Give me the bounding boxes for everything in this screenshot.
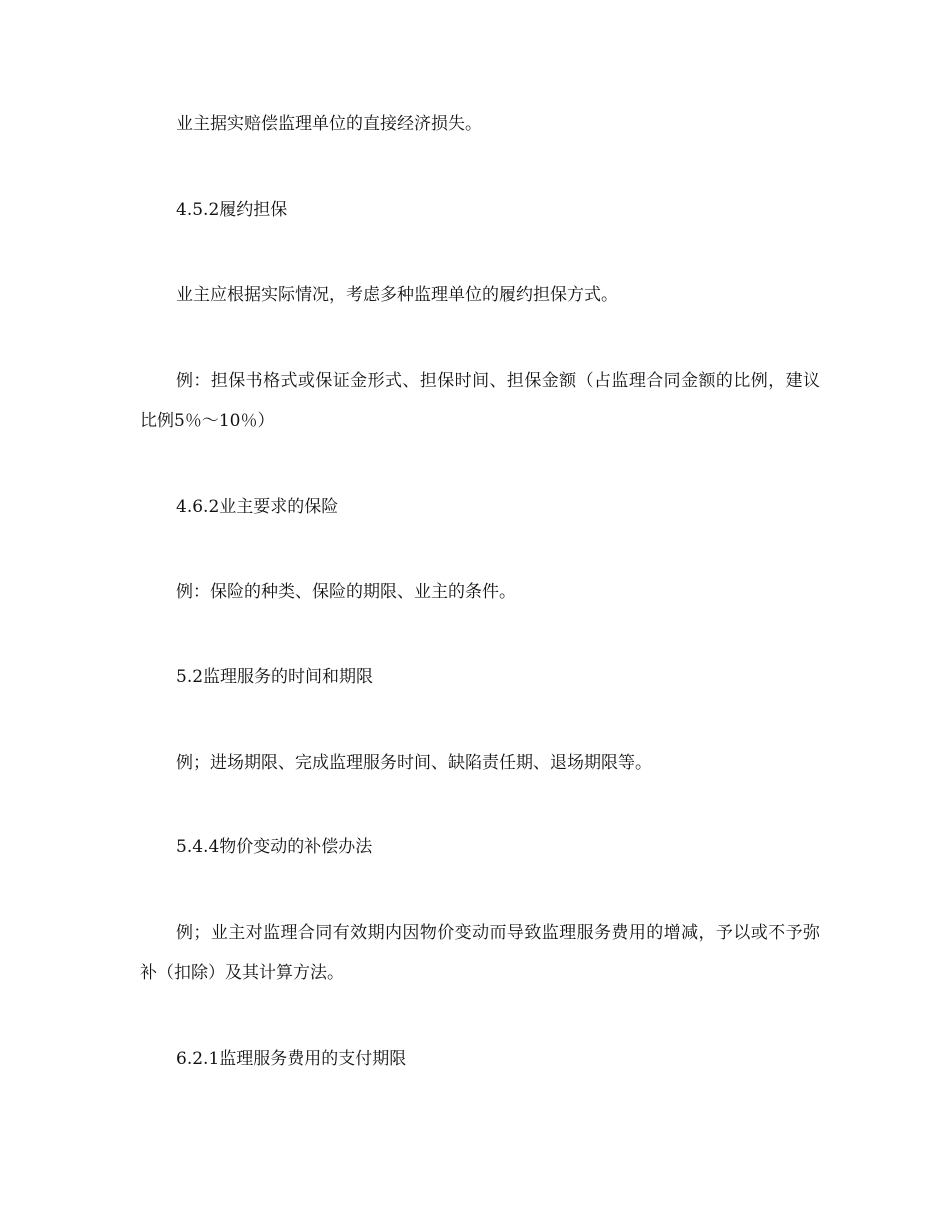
paragraph-2: 业主应根据实际情况，考虑多种监理单位的履约担保方式。 [176, 285, 618, 305]
heading-5-4-4: 5.4.4物价变动的补偿办法 [176, 837, 373, 857]
paragraph-example-price: 例；业主对监理合同有效期内因物价变动而导致监理服务费用的增减，予以或不予弥补（扣除）及其计算方法。 [140, 923, 820, 983]
paragraph-example-guarantee: 例：担保书格式或保证金形式、担保时间、担保金额（占监理合同金额的比例，建议比例5％～10％） [140, 371, 820, 431]
paragraph-example-insurance: 例：保险的种类、保险的期限、业主的条件。 [176, 582, 516, 602]
paragraph-1: 业主据实赔偿监理单位的直接经济损失。 [176, 114, 482, 134]
heading-5-2: 5.2监理服务的时间和期限 [176, 667, 374, 687]
heading-4-6-2: 4.6.2业主要求的保险 [176, 497, 339, 517]
heading-6-2-1: 6.2.1监理服务费用的支付期限 [176, 1049, 407, 1069]
heading-4-5-2: 4.5.2履约担保 [176, 200, 288, 220]
paragraph-example-time: 例；进场期限、完成监理服务时间、缺陷责任期、退场期限等。 [176, 753, 652, 773]
